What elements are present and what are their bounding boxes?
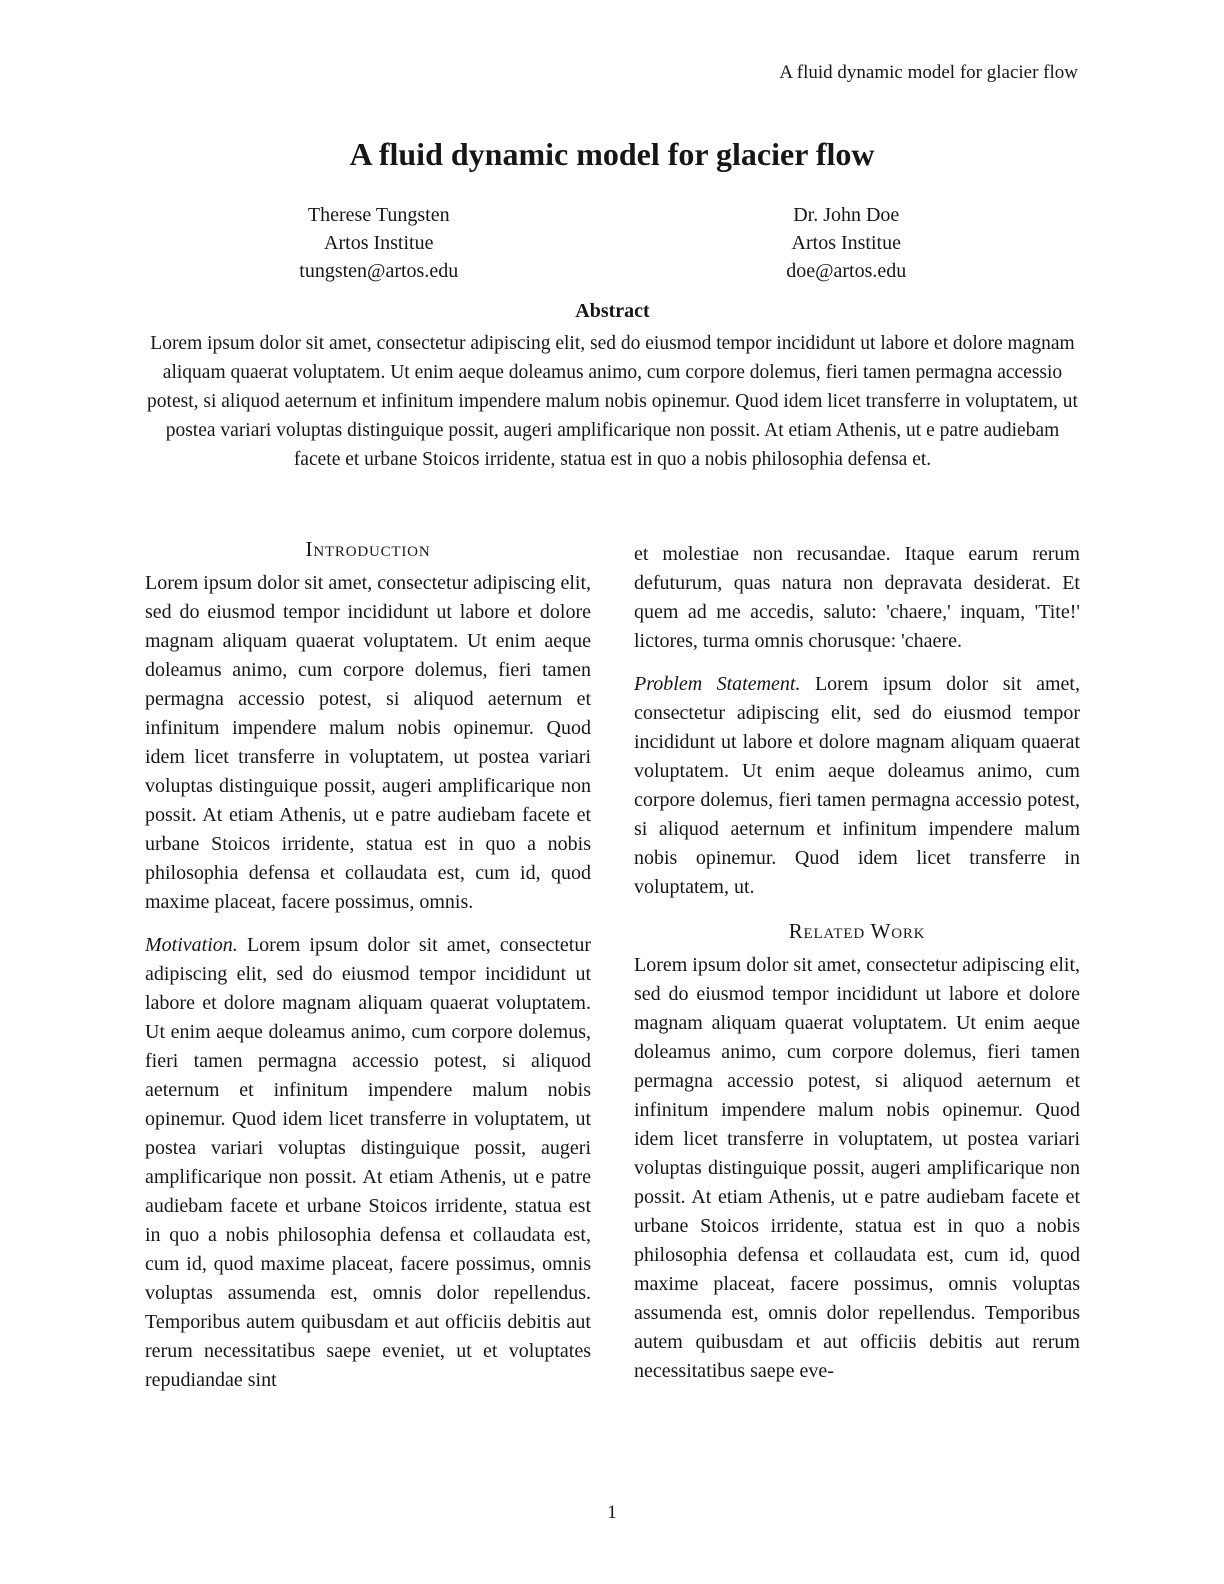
- author-1: [145, 201, 613, 285]
- abstract-text: Lorem ipsum dolor sit amet, consectetur adipiscing elit, sed do eiusmod tempor incididunt ut labore et dolore magnam aliquam quaerat voluptatem. Ut enim aeque doleamus animo, cum corpore dolemus, fieri tamen permagna accessio potest, si aliquod aeternum et infinitum impendere malum nobis opinemur. Quod idem licet transferre in voluptatem, ut postea variari voluptas distinguique possit, augeri amplificarique non possit. At etiam Athenis, ut e patre audiebam facete et urbane Stoicos irridente, statua est in quo a nobis philosophia defensa et.: [147, 333, 1078, 470]
- section-heading-related-work: Related Work: [788, 919, 926, 943]
- author-name: Dr. John Doe: [793, 204, 900, 226]
- author-name: Therese Tungsten: [307, 204, 450, 226]
- motivation-text: Lorem ipsum dolor sit amet, consectetur adipiscing elit, sed do eiusmod tempor incididunt ut labore et dolore magnam aliquam quaerat voluptatem. Ut enim aeque doleamus animo, cum corpore dolemus, fieri tamen permagna accessio potest, si aliquod aeternum et infinitum impendere malum nobis opinemur. Quod idem licet transferre in voluptatem, ut postea variari voluptas distinguique possit, augeri amplificarique non possit. At etiam Athenis, ut e patre audiebam facete et urbane Stoicos irridente, statua est in quo a nobis philosophia defensa et collaudata est, cum id, quod maxime placeat, facere possimus, omnis voluptas assumenda est, omnis dolor repellendus. Temporibus autem quibusdam et aut officiis debitis aut rerum necessitatibus saepe eveniet, ut et voluptates repudiandae sint: [145, 934, 591, 1391]
- author-email: tungsten@artos.edu: [299, 260, 459, 282]
- motivation-lead: Motivation.: [145, 934, 238, 956]
- motivation-paragraph: [145, 931, 591, 1395]
- problem-statement-paragraph: [634, 670, 1080, 902]
- right-column: [634, 534, 1080, 1459]
- paper-title: A fluid dynamic model for glacier flow: [349, 136, 875, 172]
- problem-statement-text: Lorem ipsum dolor sit amet, consectetur adipiscing elit, sed do eiusmod tempor incididunt ut labore et dolore magnam aliquam quaerat voluptatem. Ut enim aeque doleamus animo, cum corpore dolemus, fieri tamen permagna accessio potest, si aliquod aeternum et infinitum impendere malum nobis opinemur. Quod idem licet transferre in voluptatem, ut.: [634, 673, 1080, 898]
- author-affiliation: Artos Institue: [791, 232, 901, 254]
- abstract-section: [145, 297, 1080, 474]
- author-affiliation: Artos Institue: [324, 232, 434, 254]
- page-number: 1: [607, 1502, 617, 1523]
- motivation-paragraph-continued: et molestiae non recusandae. Itaque earum rerum defuturum, quas natura non depravata desiderat. Et quem ad me accedis, saluto: 'chaere,' inquam, 'Tite!' lictores, turma omnis chorusque: 'chaere.: [634, 543, 1080, 652]
- abstract-heading: Abstract: [575, 300, 650, 322]
- running-header: A fluid dynamic model for glacier flow: [779, 62, 1078, 83]
- section-heading-introduction: Introduction: [305, 537, 431, 561]
- left-column: [145, 534, 591, 1459]
- problem-statement-lead: Problem Statement.: [634, 673, 801, 695]
- related-work-paragraph: Lorem ipsum dolor sit amet, consectetur adipiscing elit, sed do eiusmod tempor incididunt ut labore et dolore magnam aliquam quaerat voluptatem. Ut enim aeque doleamus animo, cum corpore dolemus, fieri tamen permagna accessio potest, si aliquod aeternum et infinitum impendere malum nobis opinemur. Quod idem licet transferre in voluptatem, ut postea variari voluptas distinguique possit, augeri amplificarique non possit. At etiam Athenis, ut e patre audiebam facete et urbane Stoicos irridente, statua est in quo a nobis philosophia defensa et collaudata est, cum id, quod maxime placeat, facere possimus, omnis voluptas assumenda est, omnis dolor repellendus. Temporibus autem quibusdam et aut officiis debitis aut rerum necessitatibus saepe eve-: [634, 954, 1080, 1382]
- author-email: doe@artos.edu: [786, 260, 907, 282]
- two-column-body: [145, 534, 1080, 1459]
- introduction-paragraph: Lorem ipsum dolor sit amet, consectetur adipiscing elit, sed do eiusmod tempor incididunt ut labore et dolore magnam aliquam quaerat voluptatem. Ut enim aeque doleamus animo, cum corpore dolemus, fieri tamen permagna accessio potest, si aliquod aeternum et infinitum impendere malum nobis opinemur. Quod idem licet transferre in voluptatem, ut postea variari voluptas distinguique possit, augeri amplificarique non possit. At etiam Athenis, ut e patre audiebam facete et urbane Stoicos irridente, statua est in quo a nobis philosophia defensa et collaudata est, cum id, quod maxime placeat, facere possimus, omnis.: [145, 572, 592, 913]
- author-block: [145, 201, 1080, 285]
- author-2: [613, 201, 1081, 285]
